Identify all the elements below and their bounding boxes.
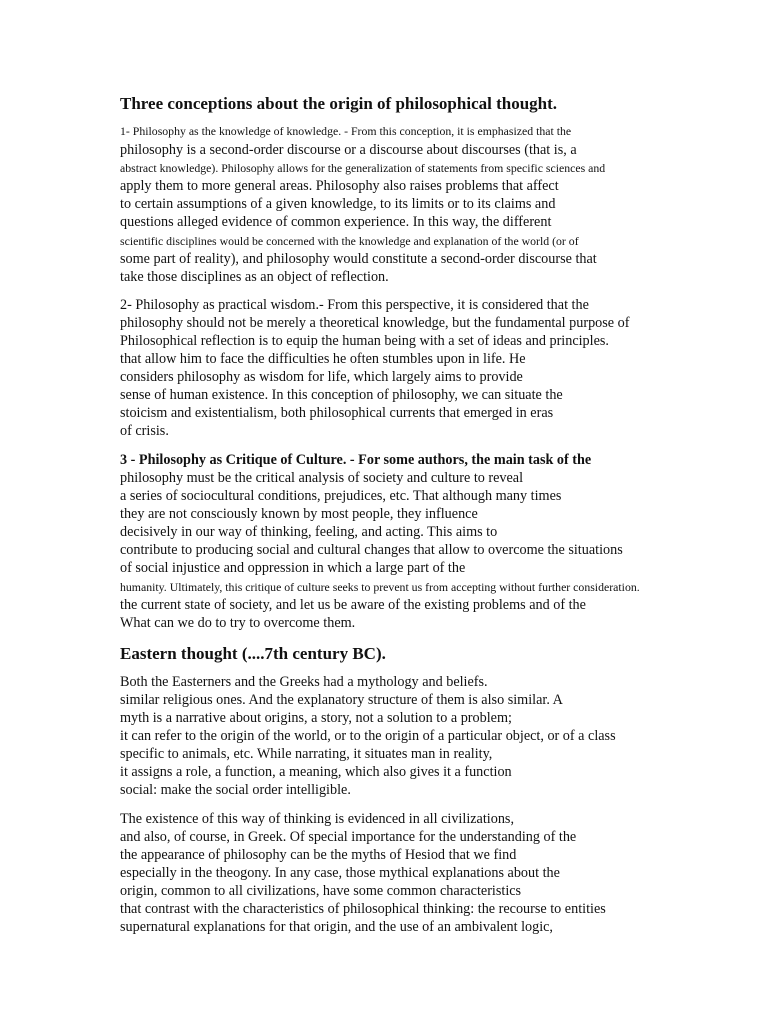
text-line: specific to animals, etc. While narrating, it situates man in reality, [120, 746, 493, 762]
text-line: philosophy should not be merely a theoretical knowledge, but the fundamental purpose of [120, 315, 630, 331]
text-line: apply them to more general areas. Philosophy also raises problems that affect [120, 178, 559, 194]
text-line: considers philosophy as wisdom for life, which largely aims to provide [120, 369, 523, 385]
text-line: myth is a narrative about origins, a story, not a solution to a problem; [120, 710, 512, 726]
text-line: that allow him to face the difficulties he often stumbles upon in life. He [120, 351, 526, 367]
text-line: similar religious ones. And the explanatory structure of them is also similar. A [120, 692, 563, 708]
text-line: supernatural explanations for that origin, and the use of an ambivalent logic, [120, 919, 553, 935]
text-line: that contrast with the characteristics of philosophical thinking: the recourse to entities [120, 901, 606, 917]
text-line: the appearance of philosophy can be the myths of Hesiod that we find [120, 847, 517, 863]
text-line: they are not consciously known by most people, they influence [120, 506, 478, 522]
text-line: What can we do to try to overcome them. [120, 615, 356, 631]
text-line: origin, common to all civilizations, have some common characteristics [120, 883, 522, 899]
section-heading-conceptions: Three conceptions about the origin of philosophical thought. [120, 94, 558, 113]
text-line: The existence of this way of thinking is evidenced in all civilizations, [120, 811, 514, 827]
text-line: 2- Philosophy as practical wisdom.- From this perspective, it is considered that the [120, 297, 589, 313]
text-line: especially in the theogony. In any case, those mythical explanations about the [120, 865, 560, 881]
text-line: scientific disciplines would be concerned with the knowledge and explanation of the world (or of [120, 234, 579, 248]
text-line: to certain assumptions of a given knowledge, to its limits or to its claims and [120, 196, 556, 212]
text-line: and also, of course, in Greek. Of special importance for the understanding of the [120, 829, 577, 845]
section-heading-eastern-thought: Eastern thought (....7th century BC). [120, 644, 386, 663]
text-line: stoicism and existentialism, both philosophical currents that emerged in eras [120, 405, 554, 421]
text-line: of social injustice and oppression in which a large part of the [120, 560, 466, 576]
text-line: Both the Easterners and the Greeks had a mythology and beliefs. [120, 674, 488, 690]
text-line: sense of human existence. In this conception of philosophy, we can situate the [120, 387, 563, 403]
text-line: 3 - Philosophy as Critique of Culture. - For some authors, the main task of the [120, 452, 592, 468]
text-line: it can refer to the origin of the world, or to the origin of a particular object, or of a class [120, 728, 616, 744]
text-line: contribute to producing social and cultural changes that allow to overcome the situations [120, 542, 623, 558]
text-line: 1- Philosophy as the knowledge of knowledge. - From this conception, it is emphasized that the [120, 124, 572, 138]
text-line: questions alleged evidence of common experience. In this way, the different [120, 214, 552, 230]
text-line: decisively in our way of thinking, feeling, and acting. This aims to [120, 524, 498, 540]
text-line: take those disciplines as an object of reflection. [120, 269, 389, 285]
text-line: social: make the social order intelligible. [120, 782, 351, 798]
text-line: some part of reality), and philosophy would constitute a second-order discourse that [120, 251, 597, 267]
text-line: humanity. Ultimately, this critique of culture seeks to prevent us from accepting without further consideration. [120, 580, 640, 594]
text-line: philosophy is a second-order discourse or a discourse about discourses (that is, a [120, 142, 577, 158]
text-line: philosophy must be the critical analysis of society and culture to reveal [120, 470, 524, 486]
text-line: Philosophical reflection is to equip the human being with a set of ideas and principles. [120, 333, 609, 349]
text-line: of crisis. [120, 423, 169, 439]
text-line: a series of sociocultural conditions, prejudices, etc. That although many times [120, 488, 562, 504]
text-line: it assigns a role, a function, a meaning, which also gives it a function [120, 764, 512, 780]
text-line: abstract knowledge). Philosophy allows for the generalization of statements from specific sciences and [120, 161, 606, 175]
text-line: the current state of society, and let us be aware of the existing problems and of the [120, 597, 586, 613]
